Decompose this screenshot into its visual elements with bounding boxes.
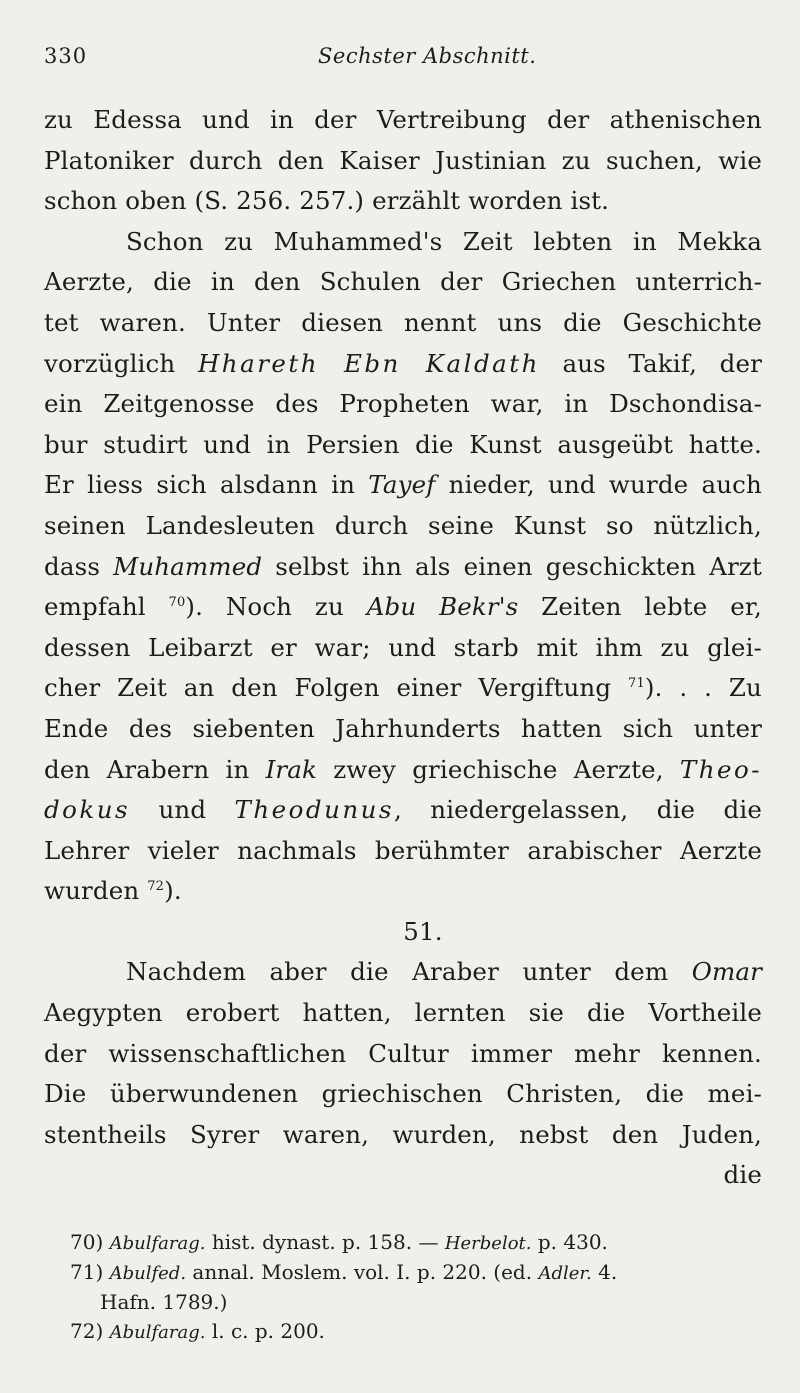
text-line: zu Edessa und in der Vertreibung der athenischen (44, 105, 762, 134)
text-line: seinen Landesleuten durch seine Kunst so nützlich, (44, 510, 762, 540)
footnotes (70, 1228, 760, 1347)
running-title: Sechster Abschnitt. (318, 44, 537, 68)
section-number: 51. (403, 916, 443, 946)
catchword: die (723, 1160, 762, 1190)
text-line: tet waren. Unter diesen nennt uns die Geschichte (44, 307, 762, 337)
footnote-71: 71) Abulfed. annal. Moslem. vol. I. p. 220. (ed. Adler. 4. (70, 1260, 618, 1284)
footnote-ref-71: 71 (628, 676, 645, 692)
name-theodunus: Theodunus (234, 795, 394, 825)
name-omar: Omar (691, 957, 762, 987)
page-number: 330 (44, 44, 88, 68)
place-tayef: Tayef (368, 470, 436, 500)
text-line: dass Muhammed selbst ihn als einen geschickten Arzt (44, 551, 762, 581)
text-line: dessen Leibarzt er war; und starb mit ihm zu glei- (44, 632, 762, 662)
name-hhareth: Hhareth Ebn Kaldath (197, 348, 540, 378)
text-line: stentheils Syrer waren, wurden, nebst den Juden, (44, 1119, 762, 1149)
name-abu-bekr: Abu Bekr's (366, 592, 519, 622)
text-line: empfahl $^{70}$). Noch zu Abu Bekr's Zeiten lebte er, (44, 592, 762, 622)
text-line: der wissenschaftlichen Cultur immer mehr kennen. (44, 1038, 762, 1068)
text-line: Schon zu Muhammed's Zeit lebten in Mekka (126, 226, 762, 256)
name-theodokus: Theo- (679, 754, 763, 784)
body-text (44, 100, 762, 1196)
text-line: den Arabern in Irak zwey griechische Aerzte, Theo- (44, 754, 763, 784)
text-line: bur studirt und in Persien die Kunst ausgeübt hatte. (44, 429, 762, 459)
text-line: ein Zeitgenosse des Propheten war, in Dschondisa- (44, 389, 762, 419)
text-line: Aegypten erobert hatten, lernten sie die Vortheile (44, 998, 762, 1028)
text-line: Die überwundenen griechischen Christen, die mei- (44, 1079, 762, 1109)
name-muhammed: Muhammed (113, 551, 263, 581)
text-line: wurden $^{72}$). (44, 876, 182, 906)
text-line: Platoniker durch den Kaiser Justinian zu suchen, wie (44, 145, 762, 175)
text-line: dokus und Theodunus, niedergelassen, die die (44, 795, 762, 825)
text-line: Aerzte, die in den Schulen der Griechen unterrich- (44, 267, 762, 297)
footnote-71-continued: Hafn. 1789.) (100, 1290, 228, 1314)
text-line: schon oben (S. 256. 257.) erzählt worden ist. (44, 186, 610, 216)
footnote-ref-70: 70 (168, 595, 186, 611)
footnote-70: 70) Abulfarag. hist. dynast. p. 158. — Herbelot. p. 430. (70, 1230, 608, 1254)
footnote-ref-72: 72 (147, 879, 165, 895)
text-line: Nachdem aber die Araber unter dem Omar (126, 957, 762, 987)
text-line: vorzüglich Hhareth Ebn Kaldath aus Takif, der (44, 348, 762, 378)
place-irak: Irak (265, 754, 318, 784)
footnote-72: 72) Abulfarag. l. c. p. 200. (70, 1319, 325, 1343)
page-header (44, 44, 756, 80)
text-line: Er liess sich alsdann in Tayef nieder, und wurde auch (44, 470, 762, 500)
text-line: Lehrer vieler nachmals berühmter arabischer Aerzte (44, 835, 762, 865)
text-line: cher Zeit an den Folgen einer Vergiftung $^{71}$). . . Zu (44, 673, 762, 703)
text-line: Ende des siebenten Jahrhunderts hatten sich unter (44, 713, 762, 743)
